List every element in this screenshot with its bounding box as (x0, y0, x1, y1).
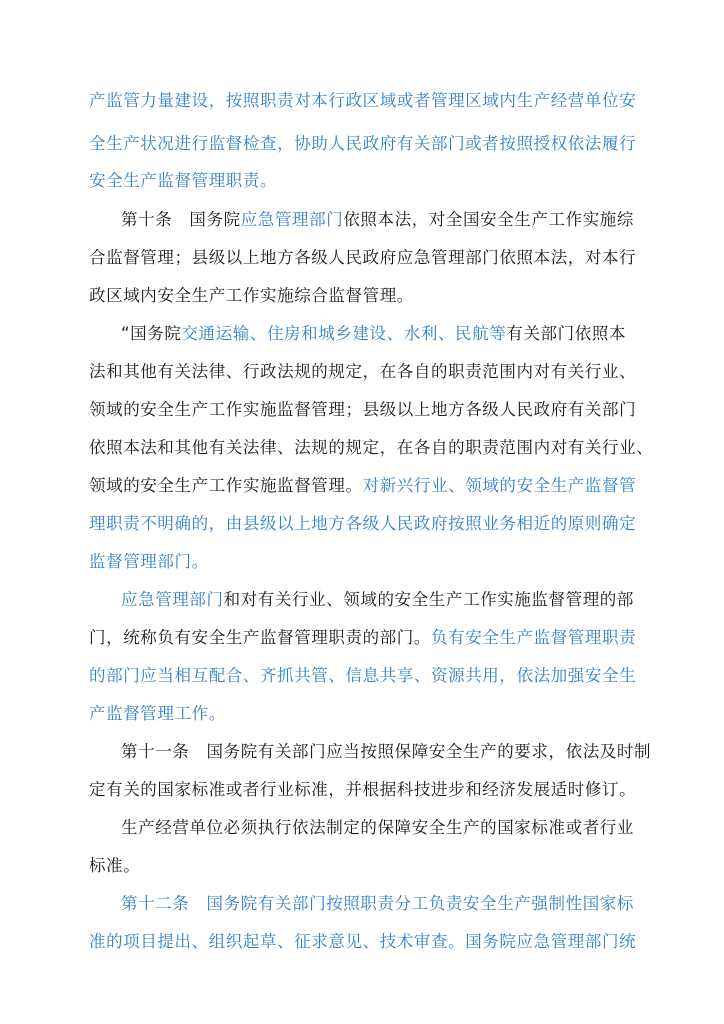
text-line (89, 928, 649, 956)
text-line (89, 396, 649, 424)
text-line (89, 852, 649, 880)
highlighted-text: 准的项目提出、组织起草、征求意见、技术审查。国务院应急管理部门统 (89, 932, 637, 951)
body-text: 依照本法和其他有关法律、法规的规定，在各自的职责范围内对有关行业、 (89, 438, 654, 457)
text-line (89, 434, 654, 462)
text-line (89, 624, 649, 652)
body-text: 标准。 (89, 856, 141, 875)
body-text: 定有关的国家标准或者行业标准，并根据科技进步和经济发展适时修订。 (89, 780, 637, 799)
text-line (121, 320, 681, 348)
highlighted-text: 理职责不明确的，由县级以上地方各级人民政府按照业务相近的原则确定 (89, 514, 637, 533)
body-text: 和对有关行业、领域的安全生产工作实施监督管理的部 (223, 590, 635, 609)
highlighted-text: 产监督管理工作。 (89, 704, 226, 723)
article-heading: 第十条 国务院 (121, 210, 241, 229)
text-line (89, 776, 649, 804)
body-text: 第十一条 国务院有关部门应当按照保障安全生产的要求，依法及时制 (121, 742, 652, 761)
body-text: 政区域内安全生产工作实施综合监督管理。 (89, 286, 414, 305)
text-line (89, 358, 649, 386)
body-text: 合监督管理；县级以上地方各级人民政府应急管理部门依照本法，对本行 (89, 248, 637, 267)
highlighted-text: 对新兴行业、领域的安全生产监督管 (362, 476, 637, 495)
highlighted-text: 负有安全生产监督管理职责 (431, 628, 637, 647)
text-line (89, 167, 649, 195)
highlighted-text: 应急管理部门 (240, 210, 344, 229)
text-line (89, 700, 649, 728)
text-line (89, 282, 649, 310)
text-line (89, 130, 649, 158)
highlighted-text: 全生产状况进行监督检查，协助人民政府有关部门或者按照授权依法履行 (89, 134, 637, 153)
text-line (89, 510, 649, 538)
highlighted-text: 产监管力量建设，按照职责对本行政区域或者管理区域内生产经营单位安 (89, 91, 637, 110)
text-line (89, 662, 649, 690)
article-12-line (121, 890, 681, 918)
highlighted-text: 安全生产监督管理职责。 (89, 171, 278, 190)
body-text: 有关部门依照本 (506, 324, 627, 343)
body-text: 领域的安全生产工作实施监督管理；县级以上地方各级人民政府有关部门 (89, 400, 637, 419)
text-line (89, 472, 649, 500)
text-line (121, 586, 681, 614)
text-line (121, 814, 681, 842)
highlighted-text: 监督管理部门。 (89, 552, 209, 571)
highlighted-text: 交通运输、住房和城乡建设、水利、民航等 (181, 324, 507, 343)
body-text: 领域的安全生产工作实施监督管理。 (89, 476, 363, 495)
article-10-line (121, 206, 681, 234)
body-text: 法和其他有关法律、行政法规的规定，在各自的职责范围内对有关行业、 (89, 362, 637, 381)
text-line (89, 548, 649, 576)
body-text: 门，统称负有安全生产监督管理职责的部门。 (89, 628, 431, 647)
text-line (89, 87, 649, 115)
highlighted-text: 的部门应当相互配合、齐抓共管、信息共享、资源共用，依法加强安全生 (89, 666, 637, 685)
text-line (89, 244, 649, 272)
article-11-line (121, 738, 681, 766)
body-text: “国务院 (121, 324, 182, 343)
highlighted-text: 第十二条 国务院有关部门按照职责分工负责安全生产强制性国家标 (121, 894, 634, 913)
body-text: 生产经营单位必须执行依法制定的保障安全生产的国家标准或者行业 (121, 818, 634, 837)
body-text: 依照本法，对全国安全生产工作实施综 (343, 210, 635, 229)
highlighted-text: 应急管理部门 (121, 590, 224, 609)
